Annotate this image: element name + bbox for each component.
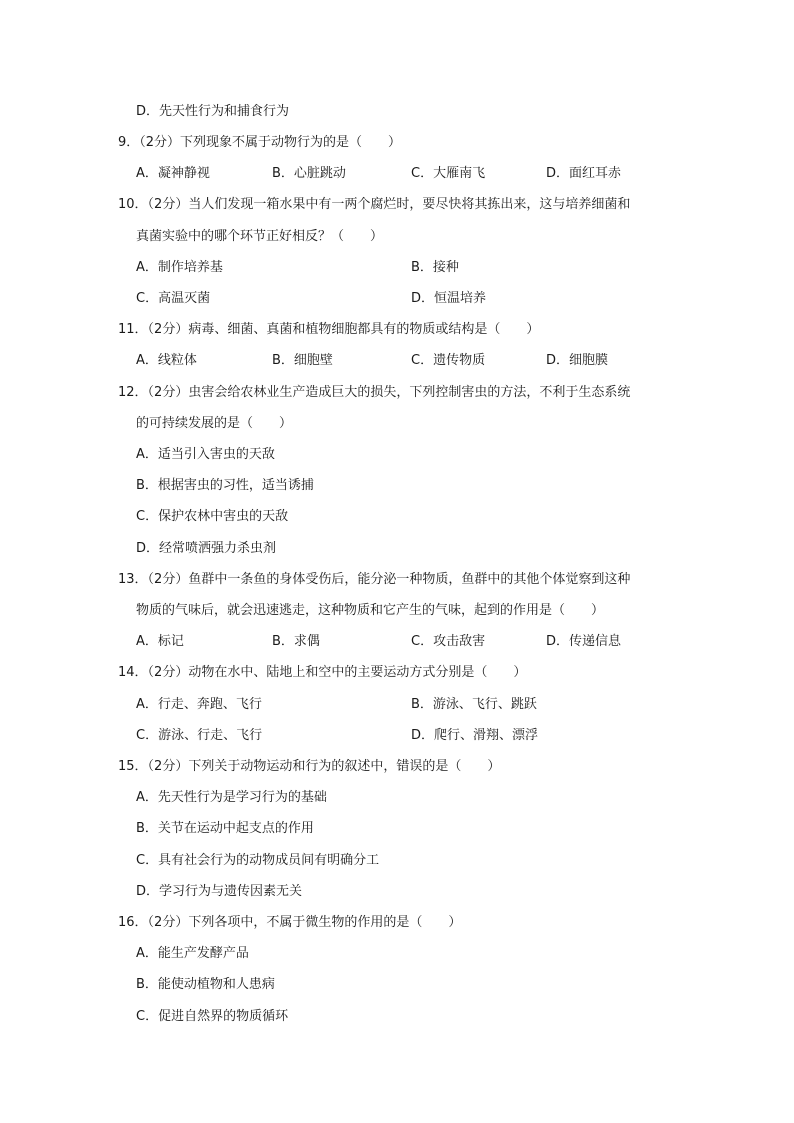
q15-option-a: A．先天性行为是学习行为的基础 [136,790,327,805]
q10-stem-line1: 10．（2分）当人们发现一箱水果中有一两个腐烂时，要尽快将其拣出来，这与培养细菌和 [118,197,631,212]
q12-stem-line1: 12．（2分）虫害会给农林业生产造成巨大的损失，下列控制害虫的方法，不利于生态系统 [118,385,631,400]
q15-option-c: C．具有社会行为的动物成员间有明确分工 [136,853,380,868]
q10-stem-line2: 真菌实验中的哪个环节正好相反？（ ） [136,229,384,244]
q16-stem: 16．（2分）下列各项中，不属于微生物的作用的是（ ） [118,915,462,930]
q11-option-b: B．细胞壁 [272,353,333,368]
q16-option-b: B．能使动植物和人患病 [136,977,275,992]
q11-stem: 11．（2分）病毒、细菌、真菌和植物细胞都具有的物质或结构是（ ） [118,322,540,337]
q14-option-d: D．爬行、滑翔、漂浮 [411,728,539,743]
q9-option-c: C．大雁南飞 [411,166,486,181]
q10-option-b: B．接种 [411,260,459,275]
q9-stem: 9．（2分）下列现象不属于动物行为的是（ ） [118,135,402,150]
q12-option-b: B．根据害虫的习性，适当诱捕 [136,478,314,493]
q15-option-b: B．关节在运动中起支点的作用 [136,821,314,836]
q14-option-a: A．行走、奔跑、飞行 [136,697,262,712]
q9-option-b: B．心脏跳动 [272,166,346,181]
q13-stem-line1: 13．（2分）鱼群中一条鱼的身体受伤后，能分泌一种物质，鱼群中的其他个体觉察到这种 [118,572,631,587]
q10-option-c: C．高温灭菌 [136,291,211,306]
q13-option-d: D．传递信息 [546,634,622,649]
q12-stem-line2: 的可持续发展的是（ ） [136,416,293,431]
q11-option-a: A．线粒体 [136,353,197,368]
q9-option-a: A．凝神静视 [136,166,210,181]
q13-option-b: B．求偶 [272,634,320,649]
q10-option-d: D．恒温培养 [411,291,487,306]
q12-option-a: A．适当引入害虫的天敌 [136,447,275,462]
q13-option-a: A．标记 [136,634,184,649]
q10-option-a: A．制作培养基 [136,260,223,275]
q16-option-c: C．促进自然界的物质循环 [136,1009,289,1024]
q9-option-d: D．面红耳赤 [546,166,622,181]
q8-option-d: D．先天性行为和捕食行为 [136,104,290,119]
q14-option-b: B．游泳、飞行、跳跃 [411,697,537,712]
q13-stem-line2: 物质的气味后，就会迅速逃走，这种物质和它产生的气味，起到的作用是（ ） [136,603,605,618]
q15-stem: 15．（2分）下列关于动物运动和行为的叙述中，错误的是（ ） [118,759,501,774]
q12-option-d: D．经常喷洒强力杀虫剂 [136,541,277,556]
q14-option-c: C．游泳、行走、飞行 [136,728,263,743]
q15-option-d: D．学习行为与遗传因素无关 [136,884,303,899]
q16-option-a: A．能生产发酵产品 [136,946,249,961]
q13-option-c: C．攻击敌害 [411,634,486,649]
q11-option-d: D．细胞膜 [546,353,609,368]
q11-option-c: C．遗传物质 [411,353,486,368]
q12-option-c: C．保护农林中害虫的天敌 [136,509,289,524]
q14-stem: 14．（2分）动物在水中、陆地上和空中的主要运动方式分别是（ ） [118,665,527,680]
